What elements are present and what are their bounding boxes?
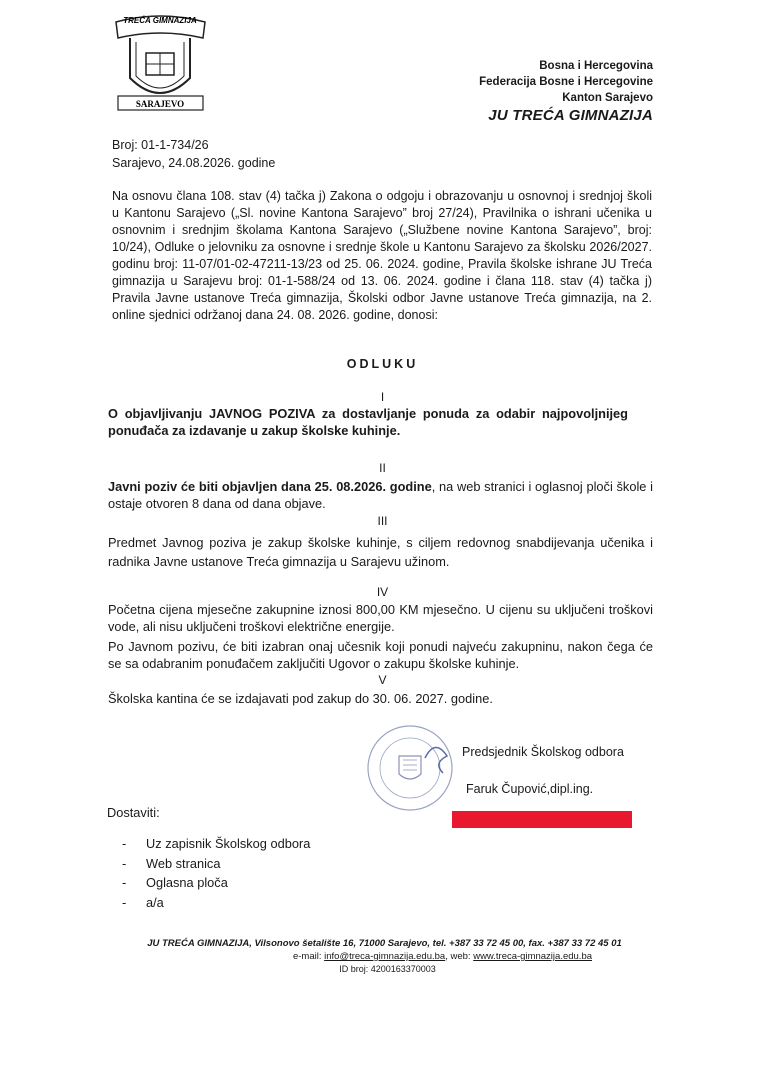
footer	[0, 937, 765, 976]
footer-contact: , Vilsonovo šetalište 16, 71000 Sarajevo, tel. +387 33 72 45 00, fax. +387 33 72 45 01	[249, 938, 622, 949]
logo-text-top: TREĆA GIMNAZIJA	[123, 16, 197, 25]
school-name: JU TREĆA GIMNAZIJA	[488, 107, 653, 124]
document-title: ODLUKU	[346, 357, 419, 371]
document-date: Sarajevo, 24.08.2026. godine	[112, 156, 276, 170]
distribution-list	[122, 834, 310, 912]
section-2-rest: , na web stranici i oglasnoj ploči škole i ostaje otvoren 8 dana od dana objave.	[108, 479, 653, 511]
section-4-text-1: Početna cijena mjesečne zakupnine iznosi 800,00 KM mjesečno. U cijenu su uključeni troškovi vode, ali nisu uključeni troškovi električne energije.	[108, 602, 653, 634]
distribution-label: Dostaviti:	[107, 805, 160, 820]
header-line: Kanton Sarajevo	[562, 92, 653, 104]
list-item: - Web stranica	[122, 854, 310, 874]
signature-role: Predsjednik Školskog odbora	[462, 745, 624, 759]
footer-email-label: e-mail:	[292, 951, 325, 962]
footer-web-link[interactable]: www.treca-gimnazija.edu.ba	[473, 951, 593, 962]
list-item: - Uz zapisnik Školskog odbora	[122, 834, 310, 854]
section-2-text	[108, 478, 653, 512]
footer-school: JU TREĆA GIMNAZIJA	[147, 938, 250, 949]
section-1-part-c: za dostavljanje ponuda za odabir najpovoljnijeg ponuđača za izdavanje u zakup školske kuhinje.	[108, 406, 628, 438]
footer-online	[0, 950, 765, 963]
section-5-text: Školska kantina će se izdajavati pod zakup do 30. 06. 2027. godine.	[108, 691, 493, 706]
section-4-text-2: Po Javnom pozivu, će biti izabran onaj učesnik koji ponudi najveću zakupninu, nakon čega će se sa odabranim ponuđačem zaključiti Ugovor o zakupu školske kuhinje.	[108, 639, 653, 671]
section-number: III	[377, 514, 388, 528]
list-item-text: Uz zapisnik Školskog odbora	[146, 836, 311, 851]
intro-paragraph: Na osnovu člana 108. stav (4) tačka j) Zakona o odgoju i obrazovanju u osnovnoj i srednjoj školi u Kantonu Sarajevo („Sl. novine Kantona Sarajevo” broj 27/24), Pravilnika o ishrani učenika u osnovnim i srednjim školama Kantona Sarajevo („Službene novine Kantona Sarajevo”, broj: 10/24), Odluke o jelovniku za osnovne i srednje škole u Kantonu Sarajevo za školsku 2026/2027. godinu broj: 11-07/01-02-47211-13/23 od 25. 06. 2024. godine, Pravila školske ishrane JU Treća gimnazija u Sarajevu broj: 01-1-588/24 od 13. 06. 2024. godine i člana 118. stav (4) tačka j) Pravila Javne ustanove Treća gimnazija, Školski odbor Javne ustanove Treća gimnazija, na 2. online sjednici održanoj dana 24. 08. 2026. godine, donosi:	[112, 189, 652, 322]
section-3-text: Predmet Javnog poziva je zakup školske kuhinje, s ciljem redovnog snabdijevanja učenika i radnika Javne ustanove Treća gimnazija u Sarajevu užinom.	[108, 535, 653, 569]
section-number: II	[379, 461, 386, 475]
footer-web-label: , web:	[445, 951, 474, 962]
footer-address	[0, 937, 765, 950]
document-meta	[112, 136, 275, 172]
header-line: Federacija Bosne i Hercegovine	[479, 76, 653, 88]
section-number: V	[378, 673, 387, 687]
list-item: - Oglasna ploča	[122, 873, 310, 893]
logo-text-bottom: SARAJEVO	[135, 99, 185, 109]
footer-email-link[interactable]: info@treca-gimnazija.edu.ba	[324, 951, 446, 962]
list-item-text: Oglasna ploča	[146, 875, 228, 890]
document-number: Broj: 01-1-734/26	[112, 138, 209, 152]
list-item-text: Web stranica	[146, 855, 221, 871]
official-seal	[355, 718, 470, 813]
section-1-part-b: JAVNOG POZIVA	[209, 406, 316, 421]
section-1-part-a: O objavljivanju	[108, 406, 209, 421]
section-number: I	[380, 390, 385, 404]
list-item: - a/a	[122, 893, 310, 913]
redaction-bar	[452, 811, 632, 828]
signature-name: Faruk Čupović,dipl.ing.	[466, 782, 594, 796]
list-item-text: a/a	[146, 894, 164, 910]
school-logo	[108, 8, 213, 113]
section-number: IV	[376, 585, 389, 599]
letterhead	[479, 58, 653, 124]
section-1-text	[108, 405, 628, 439]
header-line: Bosna i Hercegovina	[539, 60, 653, 72]
footer-id: ID broj: 4200163370003	[339, 964, 436, 974]
section-2-bold: Javni poziv će biti objavljen dana 25. 08.2026. godine	[108, 479, 432, 494]
